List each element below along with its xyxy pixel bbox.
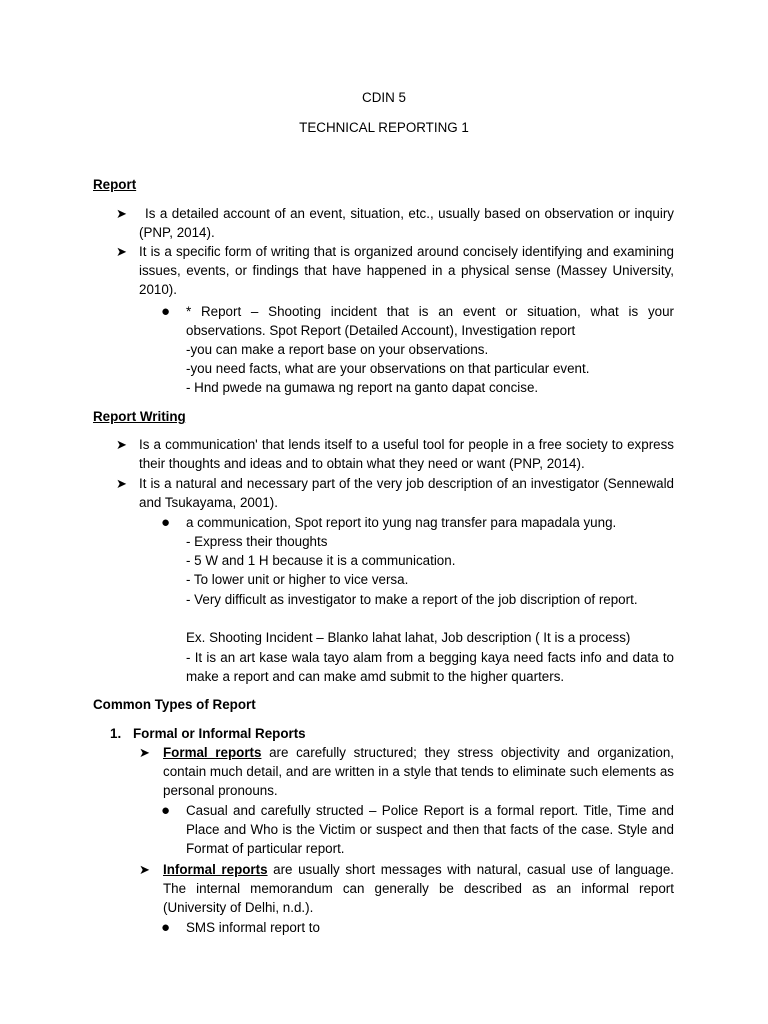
round-bullet-icon: ●	[161, 303, 171, 320]
round-bullet-icon: ●	[161, 802, 171, 819]
report-note-line-3: - Hnd pwede na gumawa ng report na ganto dapat concise.	[186, 380, 539, 395]
informal-reports-text: are usually short messages with natural, casual use of language. The internal memorandum can generally be described as an informal report (University of Delhi, n.d.).	[163, 862, 674, 915]
arrow-bullet-icon: ➤	[139, 862, 150, 877]
report-writing-note-line-4: - Very difficult as investigator to make a report of the job discription of report.	[186, 592, 638, 607]
arrow-bullet-icon: ➤	[116, 437, 127, 452]
course-code: CDIN 5	[362, 90, 406, 105]
document-title: TECHNICAL REPORTING 1	[299, 120, 469, 135]
arrow-bullet-icon: ➤	[116, 244, 127, 259]
report-writing-note-line-2: - 5 W and 1 H because it is a communication.	[186, 553, 456, 568]
formal-informal-title: Formal or Informal Reports	[133, 726, 306, 741]
informal-reports-paragraph	[163, 860, 674, 917]
informal-reports-note: SMS informal report to	[186, 920, 320, 935]
arrow-bullet-icon: ➤	[116, 206, 127, 221]
formal-reports-note: Casual and carefully structed – Police Report is a formal report. Title, Time and Place and Who is the Victim or suspect and then that facts of the case. Style and Format of particular report.	[186, 803, 674, 856]
report-writing-note-line-5: Ex. Shooting Incident – Blanko lahat lahat, Job description ( It is a process)	[186, 630, 631, 645]
report-writing-point-1: Is a communication' that lends itself to a useful tool for people in a free society to express their thoughts and ideas and to obtain what they need or want (PNP, 2014).	[139, 437, 674, 471]
report-writing-note-line-3: - To lower unit or higher to vice versa.	[186, 572, 409, 587]
round-bullet-icon: ●	[161, 919, 171, 936]
report-writing-heading: Report Writing	[93, 409, 186, 424]
formal-reports-text: are carefully structured; they stress objectivity and organization, contain much detail, and are written in a style that tends to eliminate such elements as personal pronouns.	[163, 745, 674, 798]
common-types-heading: Common Types of Report	[93, 697, 256, 712]
report-writing-point-2: It is a natural and necessary part of the very job description of an investigator (Sennewald and Tsukayama, 2001).	[139, 476, 674, 510]
arrow-bullet-icon: ➤	[139, 745, 150, 760]
report-writing-note-bullet: a communication, Spot report ito yung nag transfer para mapadala yung.	[186, 515, 617, 530]
formal-reports-paragraph	[163, 743, 674, 800]
formal-reports-term: Formal reports	[163, 745, 262, 760]
report-point-2: It is a specific form of writing that is organized around concisely identifying and examining issues, events, or findings that have happened in a physical sense (Massey University, 2010).	[139, 244, 674, 297]
report-note-bullet: * Report – Shooting incident that is an event or situation, what is your observations. Spot Report (Detailed Account), Investigation report	[186, 304, 674, 338]
report-note-line-1: -you can make a report base on your observations.	[186, 342, 489, 357]
report-note-line-2: -you need facts, what are your observations on that particular event.	[186, 361, 590, 376]
report-writing-note-line-1: - Express their thoughts	[186, 534, 328, 549]
report-point-1: Is a detailed account of an event, situation, etc., usually based on observation or inquiry (PNP, 2014).	[139, 206, 674, 240]
list-number: 1.	[110, 726, 122, 741]
round-bullet-icon: ●	[161, 514, 171, 531]
report-heading: Report	[93, 177, 137, 192]
informal-reports-term: Informal reports	[163, 862, 268, 877]
report-writing-note-line-6: - It is an art kase wala tayo alam from a begging kaya need facts info and data to make a report and can make amd submit to the higher quarters.	[186, 650, 674, 684]
arrow-bullet-icon: ➤	[116, 476, 127, 491]
